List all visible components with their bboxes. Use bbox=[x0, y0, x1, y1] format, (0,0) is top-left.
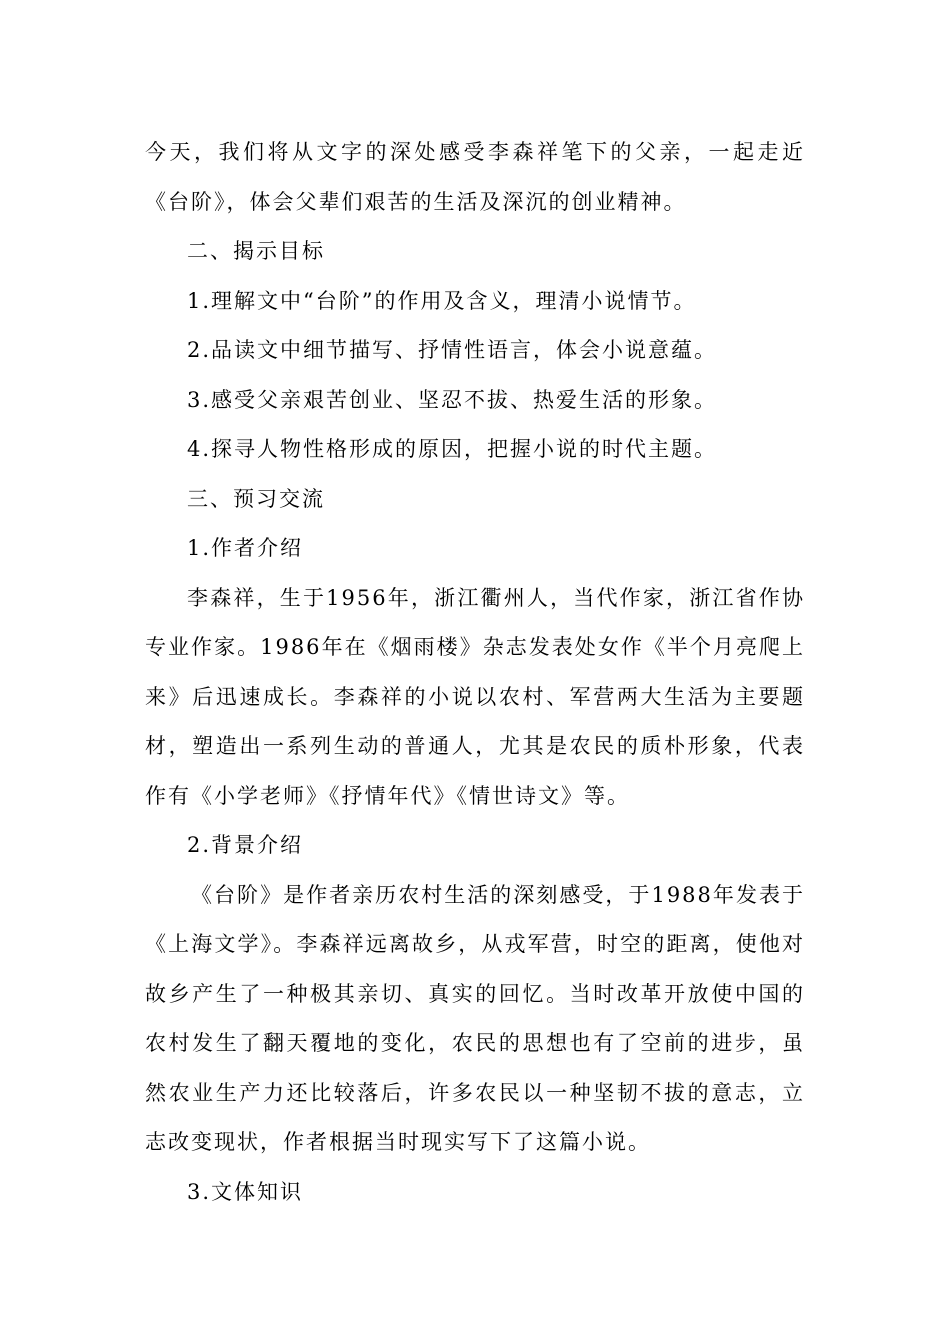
objective-item-2: 2.品读文中细节描写、抒情性语言，体会小说意蕴。 bbox=[187, 338, 718, 362]
objective-item-1: 1.理解文中“台阶”的作用及含义，理清小说情节。 bbox=[187, 288, 697, 313]
background-paragraph: 《台阶》是作者亲历农村生活的深刻感受，于1988年发表于《上海文学》。李森祥远离故乡，从戎军营，时空的距离，使他对故乡产生了一种极其亲切、真实的回忆。当时改革开放使中国的农村发生了翻天覆地的变化，农民的思想也有了空前的进步，虽然农业生产力还比较落后，许多农民以一种坚韧不拔的意志，立志改变现状，作者根据当时现实写下了这篇小说。 bbox=[145, 882, 805, 1154]
section-heading-objectives: 二、揭示目标 bbox=[187, 239, 325, 263]
document-page bbox=[145, 128, 805, 1217]
author-paragraph: 李森祥，生于1956年，浙江衢州人，当代作家，浙江省作协专业作家。1986年在《烟雨楼》杂志发表处女作《半个月亮爬上来》后迅速成长。李森祥的小说以农村、军营两大生活为主要题材，塑造出一系列生动的普通人，尤其是农民的质朴形象，代表作有《小学老师》《抒情年代》《情世诗文》等。 bbox=[145, 585, 805, 808]
objective-item-4: 4.探寻人物性格形成的原因，把握小说的时代主题。 bbox=[187, 437, 718, 461]
subheading-genre: 3.文体知识 bbox=[187, 1179, 304, 1204]
subheading-background: 2.背景介绍 bbox=[187, 833, 304, 857]
objective-item-3: 3.感受父亲艰苦创业、坚忍不拔、热爱生活的形象。 bbox=[187, 387, 718, 412]
intro-continued-paragraph: 今天，我们将从文字的深处感受李森祥笔下的父亲，一起走近《台阶》，体会父辈们艰苦的生活及深沉的创业精神。 bbox=[145, 140, 805, 214]
subheading-author: 1.作者介绍 bbox=[187, 536, 304, 560]
section-heading-preview: 三、预习交流 bbox=[187, 486, 325, 511]
